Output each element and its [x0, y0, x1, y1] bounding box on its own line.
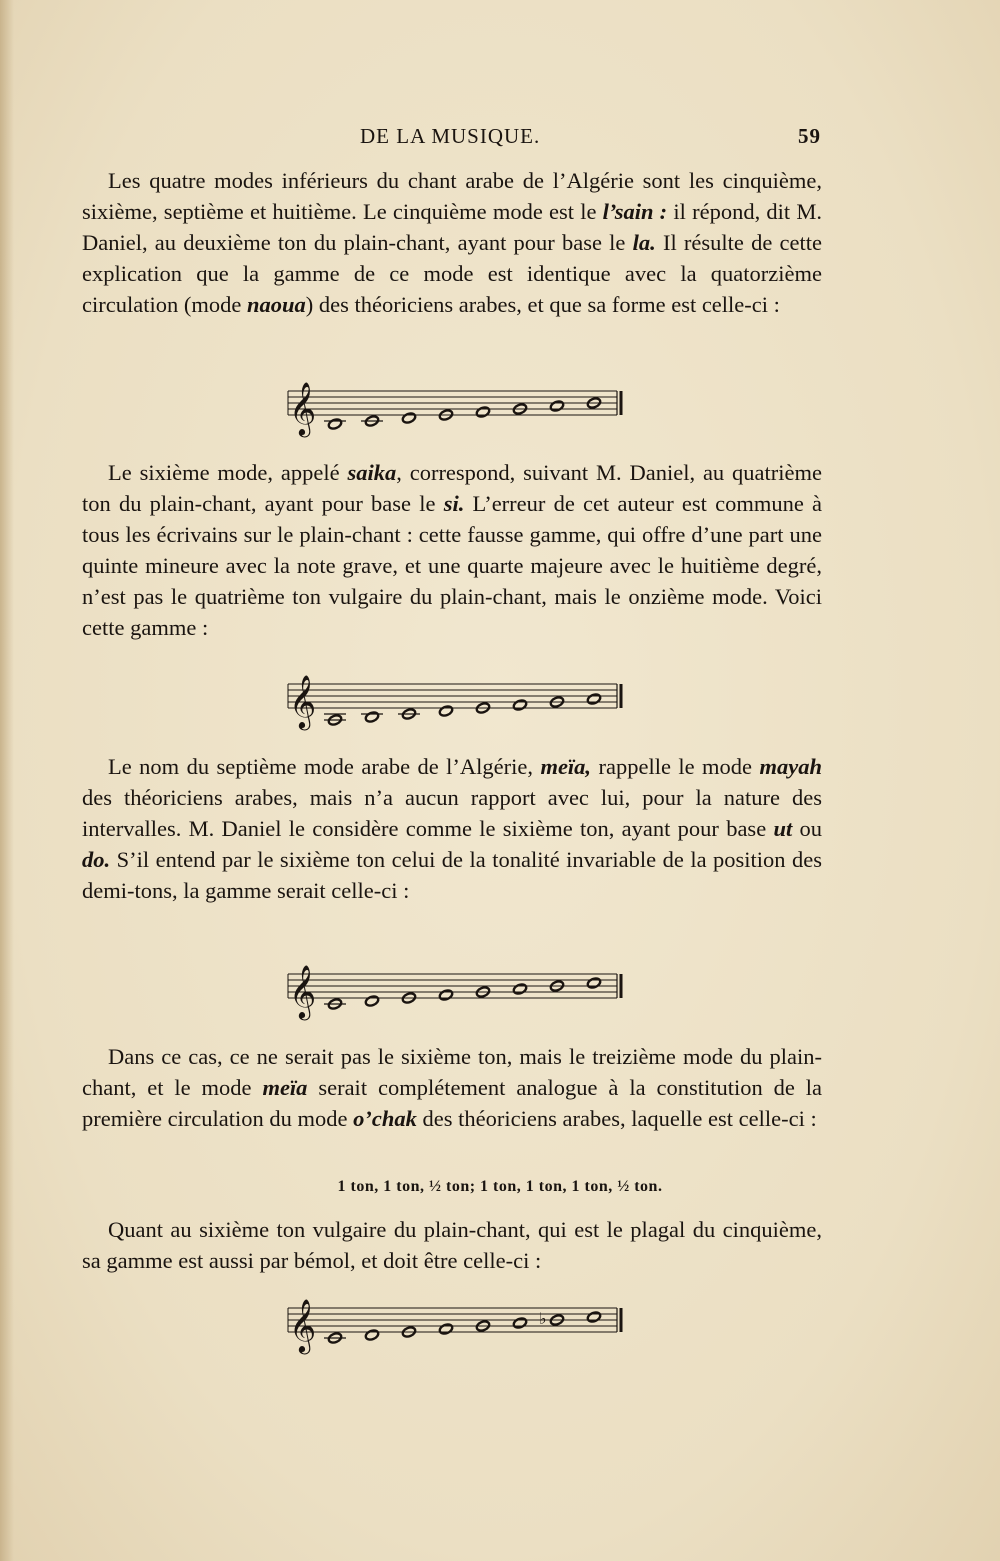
whole-note	[364, 711, 379, 724]
mode-name: meïa,	[540, 754, 592, 779]
treble-clef-icon: 𝄞	[289, 1298, 317, 1352]
text: ) des théoriciens arabes, et que sa forme est celle-ci :	[305, 292, 780, 317]
text: Le nom du septième mode arabe de l’Algérie,	[108, 754, 541, 779]
treble-clef-icon: 𝄞	[289, 964, 317, 1018]
text: Le sixième mode, appelé	[108, 460, 348, 485]
note-name: ut	[773, 816, 793, 841]
text: Les quatre modes inférieurs du chant arabe de l’Algérie sont les cinquième, sixième, septième et huitième. Le cinquième mode est le	[82, 168, 822, 224]
text: des théoriciens arabes, laquelle est celle-ci :	[416, 1106, 817, 1131]
whole-note	[512, 983, 527, 996]
text: il répond, dit M. Daniel, au deuxième ton du plain-chant, ayant pour base le	[82, 199, 822, 255]
mode-name: mayah	[759, 754, 822, 779]
whole-note	[364, 995, 379, 1008]
staff-svg	[280, 668, 625, 748]
staff-svg	[280, 958, 625, 1038]
interval-sequence: 1 ton, 1 ton, ½ ton; 1 ton, 1 ton, 1 ton, ½ ton.	[337, 1178, 663, 1195]
text: ou	[792, 816, 822, 841]
text: Quant au sixième ton vulgaire du plain-chant, qui est le plagal du cinquième, sa gamme est aussi par bémol, et doit être celle-ci :	[82, 1217, 822, 1273]
treble-clef-icon: 𝄞	[289, 674, 317, 728]
whole-note	[401, 412, 416, 425]
whole-note	[586, 693, 601, 706]
text: S’il entend par le sixième ton celui de la tonalité invariable de la position des demi-tons, la gamme serait celle-ci :	[82, 847, 822, 903]
running-head: DE LA MUSIQUE.	[360, 124, 541, 148]
text: serait complétement analogue à la constitution de la première circulation du mode	[82, 1075, 822, 1131]
staff-svg	[280, 375, 625, 455]
mode-name: saika	[347, 460, 397, 485]
whole-note	[438, 1323, 453, 1336]
text: Il résulte de cette explication que la gamme de ce mode est identique avec la quatorzième circulation (mode	[82, 230, 822, 317]
whole-note	[512, 699, 527, 712]
whole-note	[438, 989, 453, 1002]
whole-note	[586, 977, 601, 990]
text: rappelle le mode	[591, 754, 760, 779]
note-name: si.	[443, 491, 465, 516]
flat-sign-icon: ♭	[539, 1309, 547, 1328]
page-header	[0, 124, 1000, 154]
page-edge-shadow	[0, 0, 14, 1561]
paragraph-seventh-mode	[82, 751, 822, 906]
paragraph-fifth-mode	[82, 165, 822, 320]
treble-clef-icon: 𝄞	[289, 381, 317, 435]
text: des théoriciens arabes, mais n’a aucun rapport avec lui, pour la nature des intervalles. M. Daniel le considère comme le sixième ton, ayant pour base	[82, 785, 822, 841]
whole-note	[549, 400, 564, 413]
text: L’erreur de cet auteur est commune à tous les écrivains sur le plain-chant : cette fausse gamme, qui offre d’une part une quinte mineure avec la note grave, et une quarte majeure avec le huitième degré, n’est pas le quatrième ton vulgaire du plain-chant, mais le onzième mode. Voici cette gamme :	[82, 491, 822, 640]
text: Dans ce cas, ce ne serait pas le sixième ton, mais le treizième mode du plain-chant, et le mode	[82, 1044, 822, 1100]
note-name: do.	[82, 847, 111, 872]
page-number: 59	[798, 124, 821, 148]
whole-note	[327, 418, 342, 431]
whole-note	[475, 406, 490, 419]
mode-name: meïa	[262, 1075, 308, 1100]
whole-note	[364, 1329, 379, 1342]
mode-name: l’sain :	[602, 199, 668, 224]
whole-note	[586, 1311, 601, 1324]
staff-svg	[280, 1292, 625, 1372]
mode-name: naoua	[246, 292, 306, 317]
paragraph-plagal-sixth	[82, 1214, 822, 1276]
music-staff-figure	[280, 668, 625, 748]
text: , correspond, suivant M. Daniel, au quatrième ton du plain-chant, ayant pour base le	[82, 460, 822, 516]
paragraph-sixth-mode	[82, 457, 822, 643]
music-staff-figure	[280, 375, 625, 455]
whole-note	[512, 1317, 527, 1330]
music-staff-figure	[280, 1292, 625, 1372]
music-staff-figure	[280, 958, 625, 1038]
mode-name: o’chak	[353, 1106, 417, 1131]
paragraph-thirteenth-mode	[82, 1041, 822, 1134]
note-name: la.	[632, 230, 656, 255]
whole-note	[438, 705, 453, 718]
